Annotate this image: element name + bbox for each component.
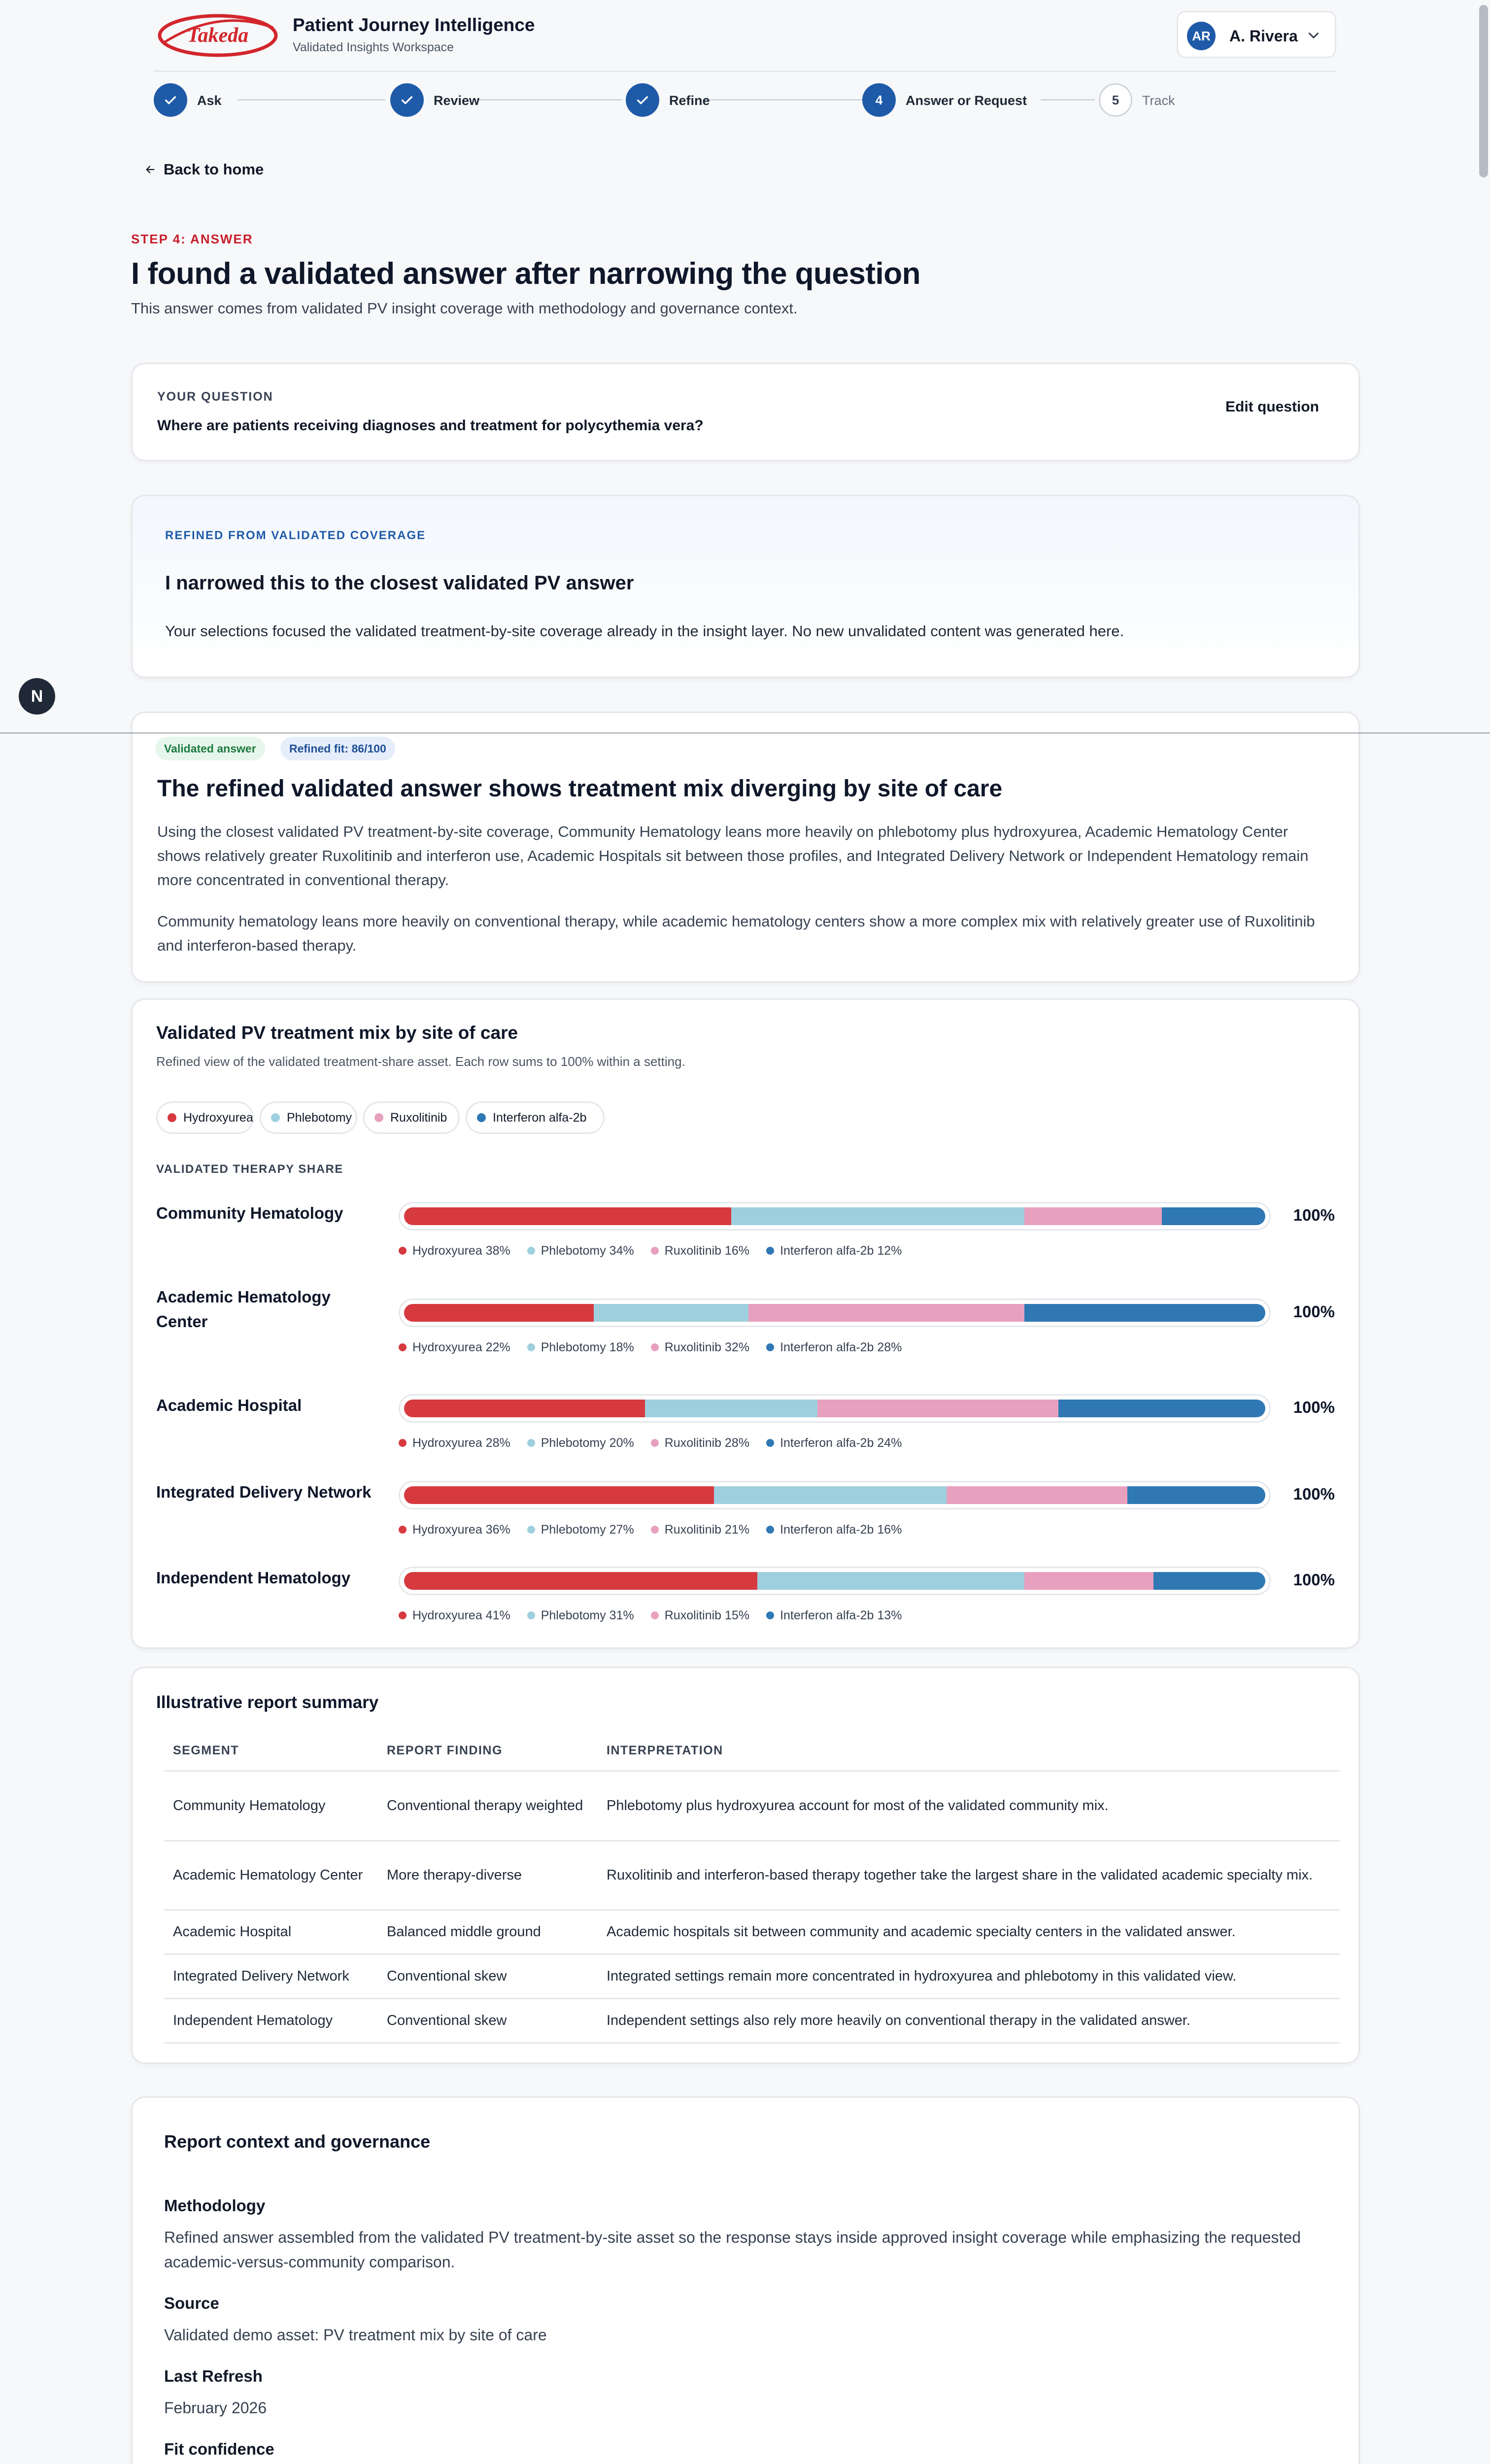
user-name: A. Rivera bbox=[1229, 27, 1298, 45]
legend-item[interactable] bbox=[466, 1101, 605, 1134]
segment-cell: Academic Hematology Center bbox=[164, 1841, 378, 1910]
bar-stack bbox=[404, 1207, 1265, 1225]
legend-swatch bbox=[168, 1113, 176, 1122]
segment-cell: Integrated Delivery Network bbox=[164, 1954, 378, 1998]
bar-segment[interactable] bbox=[594, 1304, 749, 1322]
step-4-number: 4 bbox=[862, 83, 896, 117]
bar-track bbox=[399, 1202, 1271, 1231]
bar-segment[interactable] bbox=[404, 1304, 594, 1322]
bar-track bbox=[399, 1481, 1271, 1509]
finding-cell: Conventional skew bbox=[378, 1998, 598, 2043]
refined-eyebrow: REFINED FROM VALIDATED COVERAGE bbox=[165, 529, 426, 542]
interpretation-cell: Integrated settings remain more concentrated in hydroxyurea and phlebotomy in this validated view. bbox=[598, 1954, 1340, 1998]
page-title: I found a validated answer after narrowing the question bbox=[131, 257, 920, 291]
table-row bbox=[164, 1910, 1340, 1954]
data-label: Ruxolitinib 21% bbox=[651, 1522, 749, 1537]
source-value: Validated demo asset: PV treatment mix by site of care bbox=[164, 2326, 547, 2344]
answer-title: The refined validated answer shows treatment mix diverging by site of care bbox=[157, 776, 1003, 802]
user-menu-button[interactable] bbox=[1177, 11, 1336, 58]
bar-segment[interactable] bbox=[748, 1304, 1024, 1322]
validated-badge: Validated answer bbox=[155, 737, 265, 760]
data-label: Phlebotomy 31% bbox=[527, 1608, 634, 1623]
step-label-review[interactable]: Review bbox=[434, 93, 480, 108]
back-to-home-label: Back to home bbox=[164, 161, 264, 178]
row-value-legend bbox=[399, 1608, 902, 1623]
page-subtitle: This answer comes from validated PV insight coverage with methodology and governance context. bbox=[131, 300, 798, 317]
segment-label: Integrated Delivery Network bbox=[156, 1483, 372, 1501]
data-label: Ruxolitinib 28% bbox=[651, 1436, 749, 1450]
row-total: 100% bbox=[1293, 1571, 1335, 1589]
data-label: Phlebotomy 27% bbox=[527, 1522, 634, 1537]
data-label: Interferon alfa-2b 16% bbox=[766, 1522, 902, 1537]
last-refresh-label: Last Refresh bbox=[164, 2367, 263, 2385]
arrow-left-icon bbox=[145, 164, 156, 175]
segment-cell: Independent Hematology bbox=[164, 1998, 378, 2043]
progress-stepper bbox=[154, 82, 1336, 118]
step-connector bbox=[705, 99, 872, 101]
step-label-refine[interactable]: Refine bbox=[669, 93, 710, 108]
summary-title: Illustrative report summary bbox=[156, 1693, 379, 1712]
bar-segment[interactable] bbox=[645, 1400, 817, 1417]
brand bbox=[293, 15, 535, 55]
step-connector bbox=[237, 99, 385, 101]
bar-stack bbox=[404, 1304, 1265, 1322]
table-row bbox=[164, 1998, 1340, 2043]
scrollbar-thumb[interactable] bbox=[1479, 5, 1488, 177]
question-card bbox=[131, 363, 1360, 461]
answer-paragraph: Community hematology leans more heavily on conventional therapy, while academic hematology centers show a more complex mix with relatively greater use of Ruxolitinib and interferon-based therapy. bbox=[157, 913, 1315, 954]
data-label: Hydroxyurea 22% bbox=[399, 1340, 510, 1355]
legend-swatch bbox=[477, 1113, 486, 1122]
step-3-check-icon[interactable] bbox=[626, 83, 659, 117]
avatar: AR bbox=[1187, 22, 1216, 50]
question-text: Where are patients receiving diagnoses and treatment for polycythemia vera? bbox=[157, 417, 704, 434]
bar-segment[interactable] bbox=[714, 1486, 947, 1504]
bar-stack bbox=[404, 1486, 1265, 1504]
row-value-legend bbox=[399, 1436, 902, 1450]
legend-label: Ruxolitinib bbox=[390, 1111, 447, 1125]
bar-segment[interactable] bbox=[1058, 1400, 1265, 1417]
data-label: Interferon alfa-2b 13% bbox=[766, 1608, 902, 1623]
data-label: Interferon alfa-2b 12% bbox=[766, 1243, 902, 1258]
app-header bbox=[154, 0, 1336, 72]
step-label-track: Track bbox=[1142, 93, 1175, 108]
table-row bbox=[164, 1954, 1340, 1998]
bar-track bbox=[399, 1299, 1271, 1327]
data-label: Hydroxyurea 28% bbox=[399, 1436, 510, 1450]
answer-paragraph: Using the closest validated PV treatment-by-site coverage, Community Hematology leans more heavily on phlebotomy plus hydroxyurea, Academic Hematology Center shows relatively greater Ruxolitinib and interferon use, Academic Hospitals sit between those profiles, and Integrated Delivery Network or Independent Hematology remain more concentrated in conventional therapy. bbox=[157, 823, 1309, 889]
segment-label: Independent Hematology bbox=[156, 1569, 351, 1587]
bar-segment[interactable] bbox=[1024, 1304, 1265, 1322]
table-row bbox=[164, 1771, 1340, 1841]
legend-label: Phlebotomy bbox=[287, 1111, 352, 1125]
refined-body: Your selections focused the validated treatment-by-site coverage already in the insight layer. No new unvalidated content was generated here. bbox=[165, 622, 1124, 640]
step-label-ask[interactable]: Ask bbox=[197, 93, 222, 108]
legend-swatch bbox=[271, 1113, 280, 1122]
column-header: SEGMENT bbox=[164, 1731, 378, 1771]
refined-card bbox=[131, 495, 1360, 678]
chevron-down-icon bbox=[1305, 27, 1322, 44]
segment-label: Academic Hematology Center bbox=[156, 1288, 331, 1331]
data-label: Phlebotomy 18% bbox=[527, 1340, 634, 1355]
legend-item[interactable] bbox=[260, 1101, 357, 1134]
interpretation-cell: Independent settings also rely more heavily on conventional therapy in the validated answer. bbox=[598, 1998, 1340, 2043]
source-label: Source bbox=[164, 2294, 219, 2312]
legend-label: Hydroxyurea bbox=[183, 1111, 253, 1125]
report-summary-card bbox=[131, 1667, 1360, 2064]
data-label: Ruxolitinib 32% bbox=[651, 1340, 749, 1355]
data-label: Interferon alfa-2b 28% bbox=[766, 1340, 902, 1355]
bar-track bbox=[399, 1394, 1271, 1423]
legend-label: Interferon alfa-2b bbox=[493, 1111, 587, 1125]
legend-item[interactable] bbox=[156, 1101, 254, 1134]
data-label: Hydroxyurea 36% bbox=[399, 1522, 510, 1537]
last-refresh-value: February 2026 bbox=[164, 2399, 267, 2417]
methodology-value: Refined answer assembled from the validated PV treatment-by-site asset so the response stays inside approved insight coverage while emphasizing the requested academic-versus-community comparison. bbox=[164, 2228, 1301, 2271]
summary-table bbox=[164, 1731, 1340, 2044]
bar-segment[interactable] bbox=[731, 1207, 1024, 1225]
column-header: INTERPRETATION bbox=[598, 1731, 1340, 1771]
answer-card bbox=[131, 712, 1360, 983]
bar-segment[interactable] bbox=[1127, 1486, 1265, 1504]
brand-subtitle: Validated Insights Workspace bbox=[293, 40, 454, 54]
row-value-legend bbox=[399, 1243, 902, 1258]
segment-cell: Community Hematology bbox=[164, 1771, 378, 1841]
data-label: Interferon alfa-2b 24% bbox=[766, 1436, 902, 1450]
bar-segment[interactable] bbox=[1162, 1207, 1265, 1225]
table-row bbox=[164, 1841, 1340, 1910]
segment-cell: Academic Hospital bbox=[164, 1910, 378, 1954]
row-total: 100% bbox=[1293, 1302, 1335, 1321]
bar-segment[interactable] bbox=[1024, 1572, 1153, 1590]
data-label: Hydroxyurea 38% bbox=[399, 1243, 510, 1258]
interpretation-cell: Phlebotomy plus hydroxyurea account for most of the validated community mix. bbox=[598, 1771, 1340, 1841]
table-header-row bbox=[164, 1731, 1340, 1771]
data-label: Ruxolitinib 15% bbox=[651, 1608, 749, 1623]
step-1-check-icon[interactable] bbox=[154, 83, 187, 117]
finding-cell: Conventional therapy weighted bbox=[378, 1771, 598, 1841]
brand-title: Patient Journey Intelligence bbox=[293, 15, 535, 35]
svg-text:Takeda: Takeda bbox=[187, 24, 249, 47]
dev-overlay-badge[interactable]: N bbox=[19, 678, 55, 715]
bar-segment[interactable] bbox=[757, 1572, 1024, 1590]
segment-label: Academic Hospital bbox=[156, 1396, 302, 1414]
row-value-legend bbox=[399, 1522, 902, 1537]
bar-segment[interactable] bbox=[1153, 1572, 1265, 1590]
treatment-mix-chart-card bbox=[131, 998, 1360, 1649]
column-header: REPORT FINDING bbox=[378, 1731, 598, 1771]
step-eyebrow: STEP 4: ANSWER bbox=[131, 232, 253, 246]
finding-cell: Conventional skew bbox=[378, 1954, 598, 1998]
governance-card bbox=[131, 2096, 1360, 2464]
bar-track bbox=[399, 1567, 1271, 1595]
segment-label: Community Hematology bbox=[156, 1204, 343, 1222]
methodology-label: Methodology bbox=[164, 2196, 266, 2215]
legend-swatch bbox=[374, 1113, 383, 1122]
fit-confidence-label: Fit confidence bbox=[164, 2440, 274, 2458]
row-total: 100% bbox=[1293, 1485, 1335, 1503]
bar-segment[interactable] bbox=[404, 1486, 714, 1504]
interpretation-cell: Academic hospitals sit between community and academic specialty centers in the validated answer. bbox=[598, 1910, 1340, 1954]
step-connector bbox=[1041, 99, 1095, 101]
bar-segment[interactable] bbox=[817, 1400, 1058, 1417]
share-label: VALIDATED THERAPY SHARE bbox=[156, 1163, 343, 1176]
step-connector bbox=[474, 99, 622, 101]
chart-subtitle: Refined view of the validated treatment-share asset. Each row sums to 100% within a setting. bbox=[156, 1054, 685, 1069]
legend-item[interactable] bbox=[363, 1101, 460, 1134]
fit-score-badge: Refined fit: 86/100 bbox=[280, 737, 395, 760]
question-label: YOUR QUESTION bbox=[157, 390, 273, 404]
bar-segment[interactable] bbox=[404, 1572, 757, 1590]
bar-segment[interactable] bbox=[1024, 1207, 1162, 1225]
data-label: Hydroxyurea 41% bbox=[399, 1608, 510, 1623]
bar-stack bbox=[404, 1400, 1265, 1417]
row-total: 100% bbox=[1293, 1206, 1335, 1224]
governance-title: Report context and governance bbox=[164, 2131, 431, 2152]
refined-title: I narrowed this to the closest validated PV answer bbox=[165, 572, 634, 594]
row-value-legend bbox=[399, 1340, 902, 1355]
bar-stack bbox=[404, 1572, 1265, 1590]
step-2-check-icon[interactable] bbox=[390, 83, 424, 117]
bar-segment[interactable] bbox=[947, 1486, 1127, 1504]
back-to-home-link[interactable] bbox=[145, 161, 264, 178]
interpretation-cell: Ruxolitinib and interferon-based therapy together take the largest share in the validated academic specialty mix. bbox=[598, 1841, 1340, 1910]
step-label-answer: Answer or Request bbox=[906, 93, 1027, 108]
step-5-number: 5 bbox=[1099, 83, 1132, 117]
data-label: Ruxolitinib 16% bbox=[651, 1243, 749, 1258]
bar-segment[interactable] bbox=[404, 1400, 645, 1417]
row-total: 100% bbox=[1293, 1398, 1335, 1416]
data-label: Phlebotomy 34% bbox=[527, 1243, 634, 1258]
bar-segment[interactable] bbox=[404, 1207, 731, 1225]
chart-title: Validated PV treatment mix by site of care bbox=[156, 1023, 518, 1043]
data-label: Phlebotomy 20% bbox=[527, 1436, 634, 1450]
guide-line bbox=[0, 732, 1490, 734]
edit-question-button[interactable]: Edit question bbox=[1225, 399, 1319, 415]
finding-cell: More therapy-diverse bbox=[378, 1841, 598, 1910]
page-scrollbar[interactable] bbox=[1478, 0, 1488, 2464]
finding-cell: Balanced middle ground bbox=[378, 1910, 598, 1954]
takeda-logo[interactable] bbox=[156, 11, 280, 60]
